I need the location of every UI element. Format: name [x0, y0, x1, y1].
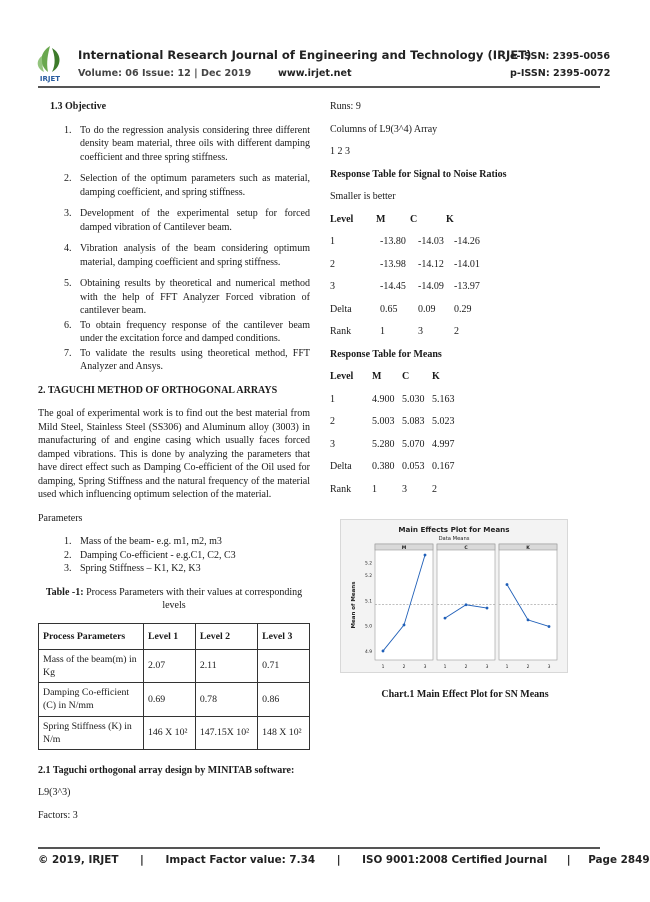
- column-header: K: [432, 371, 440, 382]
- journal-website-link[interactable]: www.irjet.net: [278, 68, 352, 79]
- impact-factor: Impact Factor value: 7.34: [165, 854, 316, 866]
- journal-title: International Research Journal of Engineering and Technology (IRJET): [78, 48, 532, 62]
- table-row: [330, 438, 600, 452]
- footer-separator: |: [336, 854, 341, 866]
- list-item: 1. Mass of the beam- e.g. m1, m2, m3: [74, 535, 310, 549]
- data-point: [403, 624, 406, 627]
- table-row: [39, 716, 310, 749]
- table-cell: 0.167: [432, 461, 455, 472]
- table-cell: -14.01: [454, 258, 480, 270]
- table-cell: -13.80: [380, 236, 406, 247]
- table-cell: 0.053: [402, 461, 425, 472]
- sn-table-header: [330, 213, 600, 227]
- header-divider: [38, 86, 600, 88]
- chart-title: Main Effects Plot for Means: [398, 525, 510, 534]
- column-header: K: [446, 213, 454, 225]
- means-table-header: [330, 370, 600, 384]
- table-cell: -14.45: [380, 281, 406, 292]
- table-cell: Rank: [330, 483, 352, 495]
- list-item: 4. Vibration analysis of the beam considering optimum material, damping coefficient and spring stiffness.: [74, 242, 310, 269]
- logo-text: IRJET: [39, 75, 61, 83]
- objective-heading: 1.3 Objective: [50, 101, 107, 112]
- iso-certification: ISO 9001:2008 Certified Journal: [362, 854, 548, 866]
- footer-divider: [38, 847, 600, 849]
- table-cell: 5.163: [432, 393, 455, 405]
- table-caption-label: Table -1:: [45, 586, 84, 598]
- table-cell: -14.09: [418, 281, 444, 292]
- table-cell: -13.98: [380, 258, 406, 270]
- y-axis-label: Mean of Means: [351, 581, 357, 629]
- eissn: e-ISSN: 2395-0056: [510, 51, 611, 62]
- x-tick-label: 3: [485, 665, 489, 670]
- chart-caption: Chart.1 Main Effect Plot for SN Means: [381, 689, 549, 700]
- page-footer: [38, 853, 650, 867]
- chart-subtitle: Data Means: [438, 536, 470, 542]
- table-row: [330, 460, 600, 474]
- table-cell: 2: [432, 483, 437, 495]
- table-cell: 5.280: [372, 438, 395, 450]
- copyright: © 2019, IRJET: [38, 854, 119, 866]
- y-tick-label: 5.2: [365, 574, 372, 580]
- column-header: Level 1: [144, 623, 196, 649]
- data-point: [444, 617, 447, 620]
- means-table-body: [330, 393, 600, 497]
- column-header: Level: [330, 371, 354, 382]
- parameters-list: [38, 535, 310, 576]
- chart-svg: [341, 520, 567, 672]
- table-cell: 0.69: [144, 683, 196, 716]
- table-cell: 0.71: [258, 649, 310, 682]
- page-number: Page 2849: [588, 854, 650, 866]
- table-row: [330, 303, 600, 317]
- x-tick-label: 2: [464, 665, 468, 670]
- table-cell: 5.083: [402, 416, 425, 427]
- data-point: [506, 583, 509, 586]
- column-header: M: [376, 213, 386, 225]
- table-cell: 147.15X 10²: [195, 716, 257, 749]
- table-caption: [38, 586, 310, 613]
- table-row: [330, 325, 600, 339]
- main-effects-chart: [340, 519, 568, 673]
- table-row: [330, 235, 600, 249]
- data-point: [465, 603, 468, 606]
- table-cell: 5.030: [402, 393, 425, 405]
- table-row: [330, 393, 600, 407]
- objectives-list: [38, 124, 310, 374]
- list-item: 3. Spring Stiffness – K1, K2, K3: [74, 562, 310, 576]
- table-cell: -14.26: [454, 236, 480, 247]
- x-tick-label: 2: [526, 665, 530, 670]
- pissn: p-ISSN: 2395-0072: [510, 68, 611, 79]
- data-point: [486, 607, 489, 610]
- table-cell: 3: [330, 438, 335, 450]
- data-point: [527, 619, 530, 622]
- x-tick-label: 3: [423, 665, 427, 670]
- y-tick-label: 5.2: [365, 561, 372, 567]
- table-row: [39, 649, 310, 682]
- table-cell: 0.86: [258, 683, 310, 716]
- column-header: C: [402, 371, 410, 382]
- panel-frame: [499, 544, 557, 660]
- table-cell: 0.65: [380, 303, 398, 315]
- column-header: Level 2: [195, 623, 257, 649]
- means-table-heading: Response Table for Means: [330, 348, 442, 360]
- factors-count: Factors: 3: [38, 810, 78, 822]
- table-cell: 148 X 10²: [258, 716, 310, 749]
- footer-separator: |: [140, 854, 144, 866]
- table-cell: 0.09: [418, 303, 436, 315]
- table-row: [330, 280, 600, 294]
- x-tick-label: 1: [443, 665, 447, 670]
- list-item: 1. To do the regression analysis considering three different density beam material, three oils with different damping coefficient and three spring stiffness.: [74, 124, 310, 165]
- array-name: L9(3^3): [38, 786, 71, 798]
- table-cell: 3: [330, 281, 335, 292]
- table-cell: 2.07: [144, 649, 196, 682]
- process-parameters-table: [38, 623, 310, 751]
- list-item: 2. Selection of the optimum parameters such as material, damping coefficient, and spring stiffness.: [74, 172, 310, 199]
- left-column: [38, 96, 310, 833]
- table-cell: 2: [330, 258, 335, 270]
- x-tick-label: 1: [381, 665, 385, 670]
- sn-subtitle: Smaller is better: [330, 191, 396, 202]
- table-row: [330, 415, 600, 429]
- table-cell: Rank: [330, 326, 352, 337]
- table-cell: -14.12: [418, 258, 444, 270]
- data-point: [424, 554, 427, 557]
- x-tick-label: 2: [402, 665, 406, 670]
- table-cell: Damping Co-efficient (C) in N/mm: [39, 683, 144, 716]
- taguchi-heading: 2. TAGUCHI METHOD OF ORTHOGONAL ARRAYS: [38, 384, 278, 396]
- volume-issue: Volume: 06 Issue: 12 | Dec 2019: [78, 68, 252, 79]
- minitab-heading: 2.1 Taguchi orthogonal array design by MINITAB software:: [38, 765, 295, 777]
- page-header: [0, 0, 638, 92]
- right-column: [330, 96, 600, 505]
- sn-table-heading: Response Table for Signal to Noise Ratios: [330, 168, 507, 180]
- y-tick-label: 5.1: [365, 599, 372, 605]
- table-cell: 3: [402, 483, 407, 495]
- list-item: 3. Development of the experimental setup for forced damped vibration of Cantilever beam.: [74, 207, 310, 234]
- column-header: Process Parameters: [39, 623, 144, 649]
- taguchi-paragraph: The goal of experimental work is to find out the best material from Mild Steel, Stainless Steel (SS306) and Aluminum alloy (3003) in manufacturing of and engine casing which usually faces forced damped vibrations. This is done by analyzing the parameters that have direct effect such as Damping Co-efficient of the Oil used for damping, Spring Stiffness and the natural frequency of the material used which influencing optimum selection of the material.: [38, 408, 310, 500]
- table-cell: 5.003: [372, 416, 395, 427]
- column-ids: 1 2 3: [330, 146, 350, 157]
- table-cell: 4.997: [432, 438, 455, 450]
- table-cell: Delta: [330, 461, 352, 472]
- table-cell: Spring Stiffness (K) in N/m: [39, 716, 144, 749]
- table-row: [330, 483, 600, 497]
- table-cell: 4.900: [372, 393, 395, 405]
- table-cell: 1: [380, 326, 385, 337]
- table-cell: 3: [418, 326, 423, 337]
- leaf-logo-icon: [30, 42, 70, 82]
- y-tick-label: 4.9: [365, 649, 372, 655]
- panel-label: K: [526, 546, 530, 551]
- data-point: [548, 625, 551, 628]
- table-cell: 2.11: [195, 649, 257, 682]
- column-header: Level: [330, 213, 354, 225]
- footer-separator: |: [566, 854, 571, 866]
- y-tick-label: 5.0: [365, 624, 372, 630]
- list-item: 6. To obtain frequency response of the cantilever beam under the excitation force and damped conditions.: [74, 319, 310, 346]
- panel-label: M: [401, 546, 407, 551]
- table-row: [330, 258, 600, 272]
- array-columns: Columns of L9(3^4) Array: [330, 123, 438, 135]
- column-header: M: [372, 371, 382, 382]
- table-cell: 5.070: [402, 438, 425, 450]
- panel-frame: [437, 544, 495, 660]
- x-tick-label: 1: [505, 665, 509, 670]
- data-point: [382, 650, 385, 653]
- table-cell: -13.97: [454, 281, 480, 292]
- table-cell: Delta: [330, 303, 352, 315]
- table-cell: 1: [330, 393, 335, 405]
- table-cell: -14.03: [418, 236, 444, 247]
- parameters-label: Parameters: [38, 512, 83, 524]
- list-item: 5. Obtaining results by theoretical and numerical method with the help of FFT Analyzer Forced vibration of cantilever beam.: [74, 277, 310, 318]
- list-item: 7. To validate the results using theoretical method, FFT Analyzer and Ansys.: [74, 347, 310, 374]
- table-header-row: [39, 623, 310, 649]
- column-header: Level 3: [258, 623, 310, 649]
- table-cell: 146 X 10²: [144, 716, 196, 749]
- table-cell: 2: [454, 326, 459, 337]
- table-cell: 2: [330, 416, 335, 427]
- table-cell: Mass of the beam(m) in Kg: [39, 649, 144, 682]
- table-cell: 5.023: [432, 416, 455, 427]
- panel-frame: [375, 544, 433, 660]
- table-row: [39, 683, 310, 716]
- x-tick-label: 3: [547, 665, 551, 670]
- table-cell: 1: [372, 483, 377, 495]
- column-header: C: [410, 213, 418, 225]
- table-cell: 1: [330, 236, 335, 247]
- sn-table-body: [330, 235, 600, 339]
- table-cell: 0.380: [372, 461, 395, 472]
- table-cell: 0.29: [454, 303, 472, 315]
- table-cell: 0.78: [195, 683, 257, 716]
- list-item: 2. Damping Co-efficient - e.g.C1, C2, C3: [74, 549, 310, 563]
- table-caption-text: Process Parameters with their values at corresponding levels: [83, 586, 303, 611]
- panel-label: C: [464, 546, 468, 551]
- runs-count: Runs: 9: [330, 101, 361, 112]
